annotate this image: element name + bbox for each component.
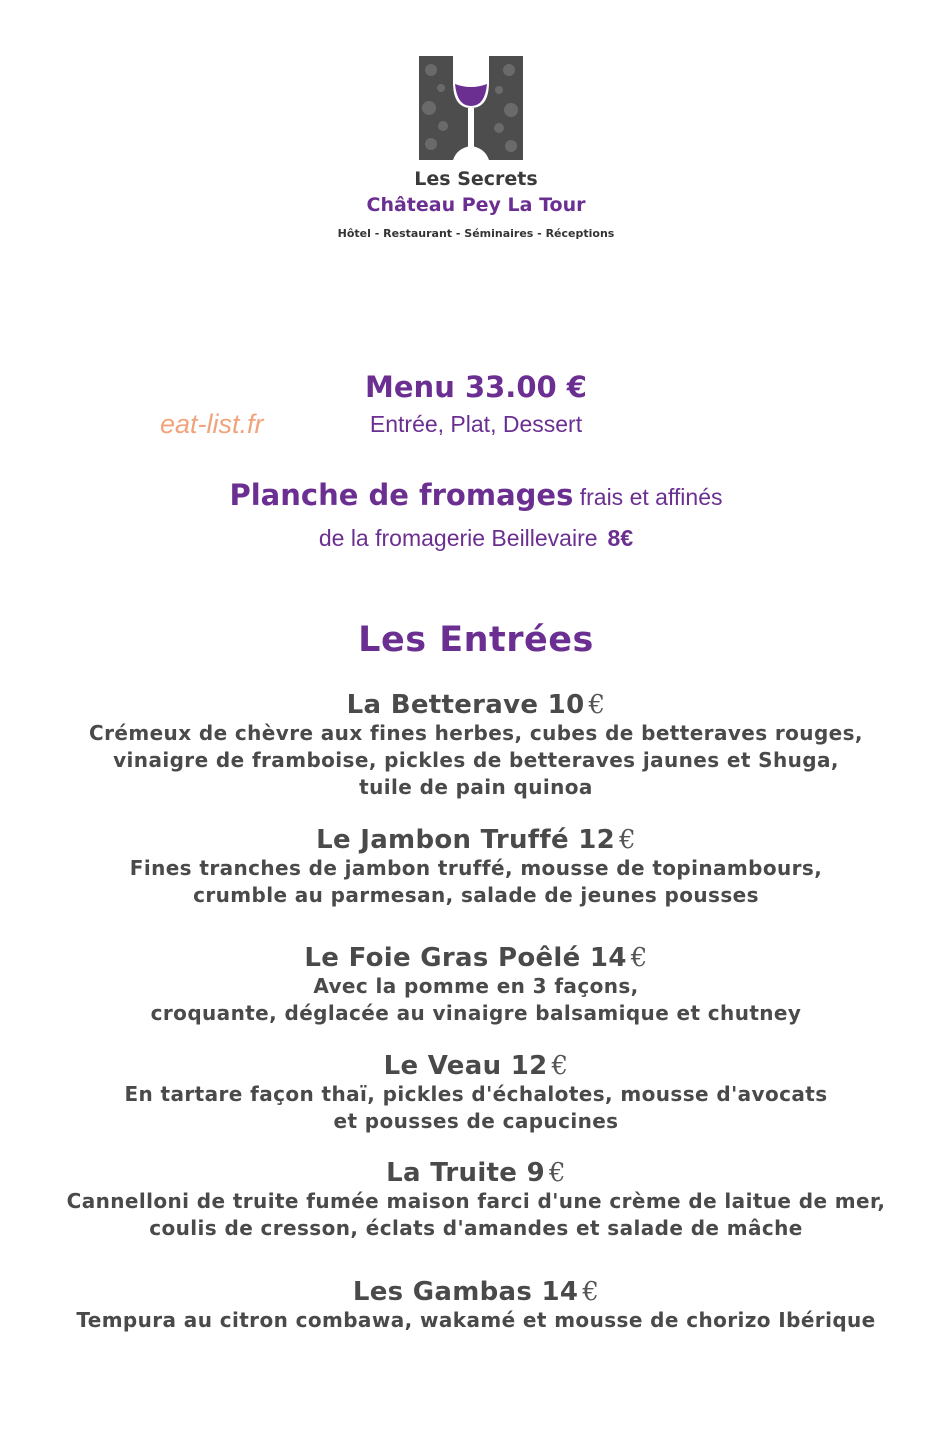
brand-chateau-name: Château Pey La Tour [366, 194, 586, 216]
cheese-board-price: 8€ [607, 525, 634, 551]
wine-glass-logo-icon [419, 56, 523, 160]
dish-item [0, 1158, 952, 1242]
dish-name [0, 825, 952, 855]
dish-desc-line: vinaigre de framboise, pickles de betteraves jaunes et Shuga, [113, 748, 839, 772]
euro-sign: € [548, 1158, 566, 1188]
dish-description [0, 1081, 952, 1135]
cheese-board-title: Planche de fromages [229, 478, 574, 512]
euro-sign: € [619, 825, 636, 855]
watermark: eat-list.fr [160, 409, 264, 439]
dish-desc-line: crumble au parmesan, salade de jeunes pousses [193, 883, 759, 907]
dish-desc-line: Tempura au citron combawa, wakamé et mousse de chorizo Ibérique [76, 1308, 876, 1332]
dish-name [0, 690, 952, 720]
euro-sign: € [630, 943, 648, 973]
dish-item [0, 690, 952, 801]
dish-name-text: La Truite 9 [386, 1158, 545, 1188]
cheese-board-desc: frais et affinés [573, 484, 723, 510]
dish-name-text: Les Gambas 14 [352, 1277, 579, 1307]
euro-sign: € [582, 1277, 600, 1307]
euro-sign: € [588, 690, 606, 720]
dish-name-text: Le Veau 12 [383, 1051, 548, 1081]
dish-desc-line: et pousses de capucines [333, 1109, 619, 1133]
dish-desc-line: Fines tranches de jambon truffé, mousse de topinambours, [129, 856, 823, 880]
dish-desc-line: En tartare façon thaï, pickles d'échalotes, mousse d'avocats [124, 1082, 828, 1106]
cheese-board-fromagerie: de la fromagerie Beillevaire [318, 525, 598, 551]
dish-name [0, 1158, 952, 1188]
cheese-board-source [0, 525, 952, 552]
dish-name-text: Le Foie Gras Poêlé 14 [304, 943, 627, 973]
dish-item [0, 943, 952, 1027]
menu-subtitle: Entrée, Plat, Dessert [369, 411, 583, 437]
dish-desc-line: tuile de pain quinoa [359, 775, 593, 799]
dish-desc-line: croquante, déglacée au vinaigre balsamique et chutney [150, 1001, 802, 1025]
dish-description [0, 855, 952, 909]
dish-name [0, 1051, 952, 1081]
dish-desc-line: Avec la pomme en 3 façons, [313, 974, 639, 998]
dish-item [0, 825, 952, 909]
dish-description [0, 1307, 952, 1334]
dish-item [0, 1277, 952, 1334]
dish-description [0, 1188, 952, 1242]
menu-title: Menu 33.00 € [365, 370, 587, 404]
brand-tagline: Hôtel - Restaurant - Séminaires - Réceptions [337, 227, 615, 240]
dish-name-text: La Betterave 10 [346, 690, 585, 720]
dish-name [0, 943, 952, 973]
dish-description [0, 973, 952, 1027]
dish-item [0, 1051, 952, 1135]
brand-name: Les Secrets [414, 168, 538, 190]
section-title: Les Entrées [358, 620, 594, 660]
cheese-board-heading [0, 478, 952, 512]
dish-desc-line: coulis de cresson, éclats d'amandes et salade de mâche [149, 1216, 803, 1240]
dish-description [0, 720, 952, 801]
euro-sign: € [551, 1051, 569, 1081]
dish-name-text: Le Jambon Truffé 12 [316, 825, 616, 855]
dish-name [0, 1277, 952, 1307]
dish-desc-line: Cannelloni de truite fumée maison farci d'une crème de laitue de mer, [66, 1189, 886, 1213]
dish-desc-line: Crémeux de chèvre aux fines herbes, cubes de betteraves rouges, [89, 721, 863, 745]
